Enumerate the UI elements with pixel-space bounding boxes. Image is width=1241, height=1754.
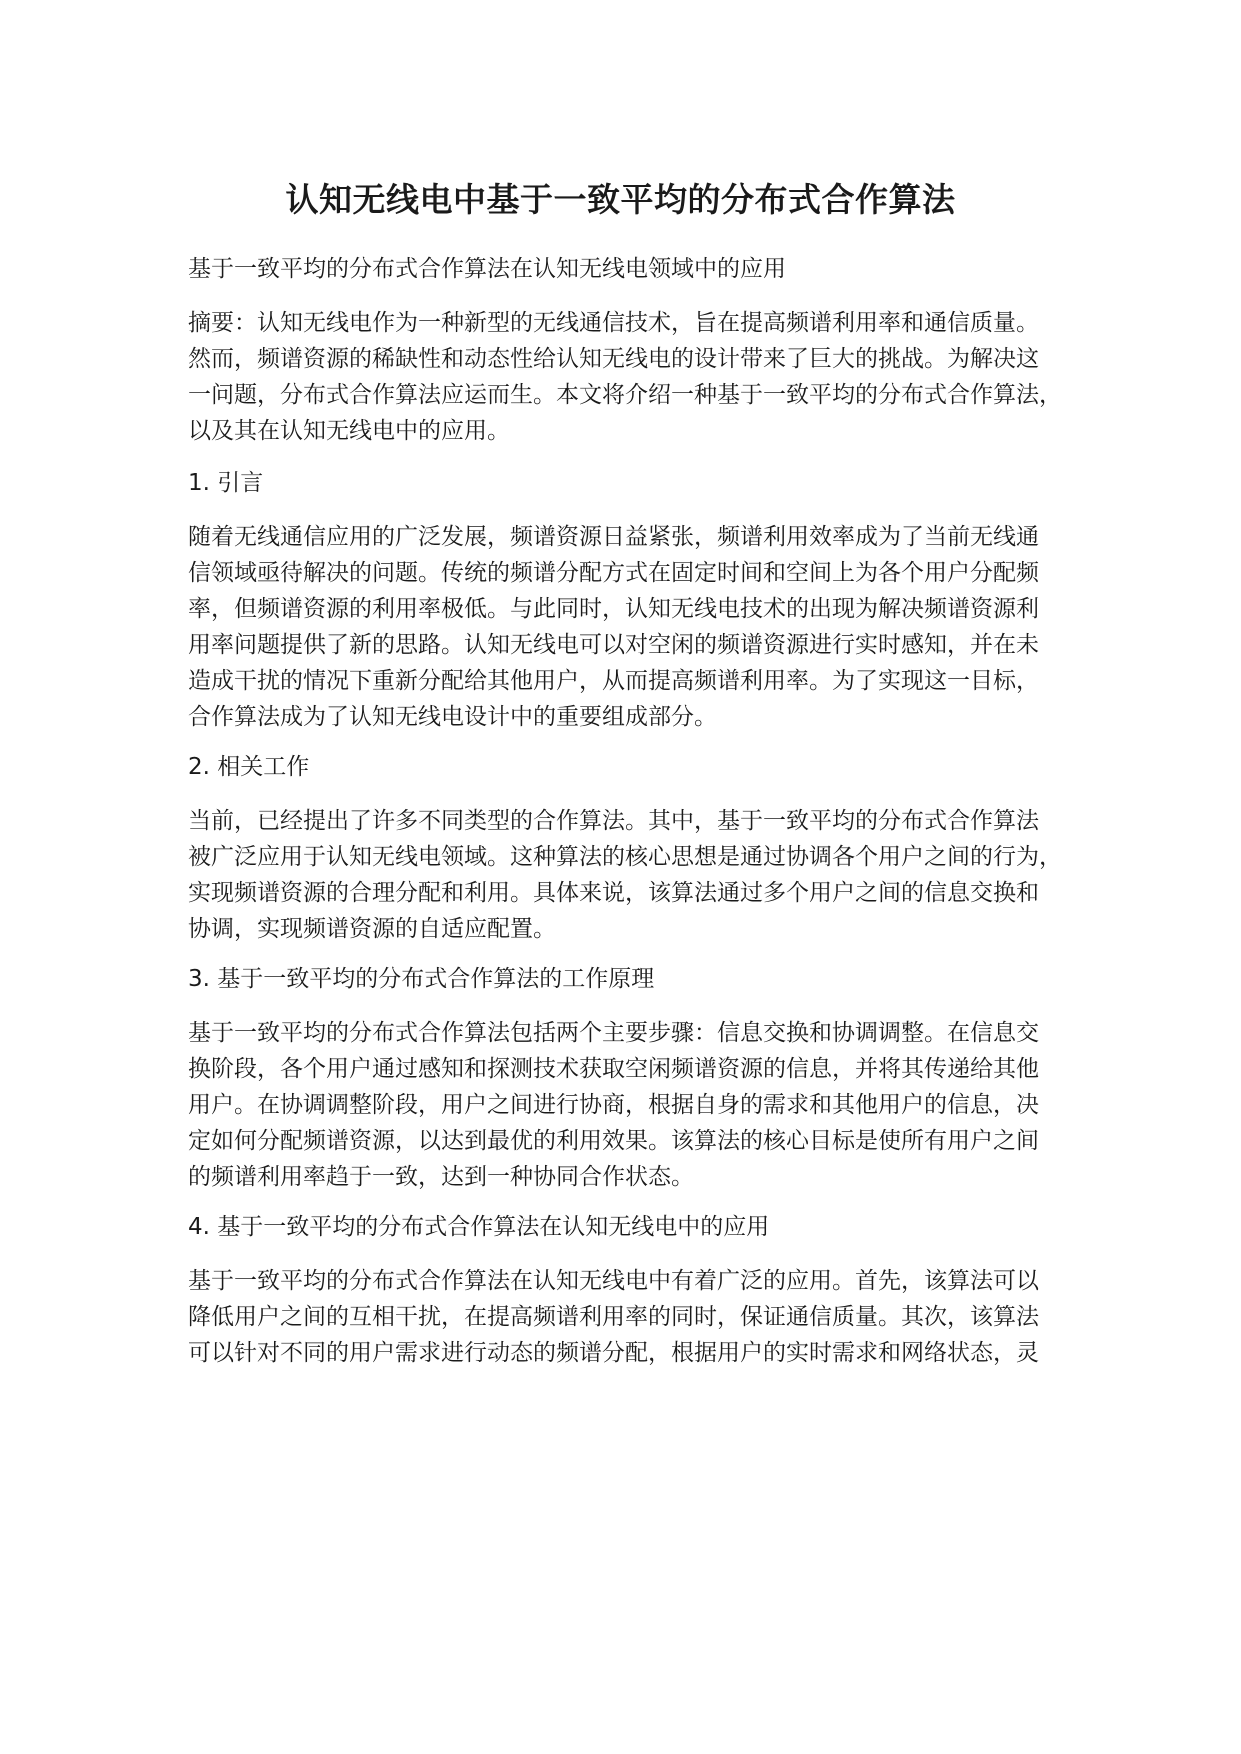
paragraph-line: 信领域亟待解决的问题。传统的频谱分配方式在固定时间和空间上为各个用户分配频 xyxy=(188,560,1039,586)
paragraph-line: 协调，实现频谱资源的自适应配置。 xyxy=(188,916,556,942)
paragraph-line: 合作算法成为了认知无线电设计中的重要组成部分。 xyxy=(188,704,717,730)
paragraph-line: 基于一致平均的分布式合作算法在认知无线电中有着广泛的应用。首先，该算法可以 xyxy=(188,1268,1039,1294)
paragraph-line: 定如何分配频谱资源，以达到最优的利用效果。该算法的核心目标是使所有用户之间 xyxy=(188,1128,1039,1154)
document-title: 认知无线电中基于一致平均的分布式合作算法 xyxy=(285,180,956,219)
paragraph-line: 降低用户之间的互相干扰，在提高频谱利用率的同时，保证通信质量。其次，该算法 xyxy=(188,1304,1039,1330)
abstract-line: 摘要：认知无线电作为一种新型的无线通信技术，旨在提高频谱利用率和通信质量。 xyxy=(188,310,1039,336)
paragraph-line: 率，但频谱资源的利用率极低。与此同时，认知无线电技术的出现为解决频谱资源利 xyxy=(188,596,1039,622)
paragraph-line: 实现频谱资源的合理分配和利用。具体来说，该算法通过多个用户之间的信息交换和 xyxy=(188,880,1039,906)
paragraph-line: 被广泛应用于认知无线电领域。这种算法的核心思想是通过协调各个用户之间的行为， xyxy=(188,844,1062,870)
section-heading: 4. 基于一致平均的分布式合作算法在认知无线电中的应用 xyxy=(188,1214,770,1240)
abstract-line: 以及其在认知无线电中的应用。 xyxy=(188,418,510,444)
paragraph-line: 造成干扰的情况下重新分配给其他用户，从而提高频谱利用率。为了实现这一目标， xyxy=(188,668,1039,694)
paragraph-line: 的频谱利用率趋于一致，达到一种协同合作状态。 xyxy=(188,1164,694,1190)
abstract-line: 一问题，分布式合作算法应运而生。本文将介绍一种基于一致平均的分布式合作算法， xyxy=(188,382,1062,408)
paragraph-line: 随着无线通信应用的广泛发展，频谱资源日益紧张，频谱利用效率成为了当前无线通 xyxy=(188,524,1039,550)
paragraph-line: 换阶段，各个用户通过感知和探测技术获取空闲频谱资源的信息，并将其传递给其他 xyxy=(188,1056,1039,1082)
paragraph-line: 用户。在协调调整阶段，用户之间进行协商，根据自身的需求和其他用户的信息，决 xyxy=(188,1092,1039,1118)
paragraph-line: 用率问题提供了新的思路。认知无线电可以对空闲的频谱资源进行实时感知，并在未 xyxy=(188,632,1039,658)
section-heading: 2. 相关工作 xyxy=(188,754,310,780)
document-subtitle: 基于一致平均的分布式合作算法在认知无线电领域中的应用 xyxy=(188,256,786,282)
section-heading: 3. 基于一致平均的分布式合作算法的工作原理 xyxy=(188,966,655,992)
abstract-line: 然而，频谱资源的稀缺性和动态性给认知无线电的设计带来了巨大的挑战。为解决这 xyxy=(188,346,1039,372)
paragraph-line: 基于一致平均的分布式合作算法包括两个主要步骤：信息交换和协调调整。在信息交 xyxy=(188,1020,1039,1046)
paragraph-line: 可以针对不同的用户需求进行动态的频谱分配，根据用户的实时需求和网络状态，灵 xyxy=(188,1340,1039,1366)
section-heading: 1. 引言 xyxy=(188,470,264,496)
paragraph-line: 当前，已经提出了许多不同类型的合作算法。其中，基于一致平均的分布式合作算法 xyxy=(188,808,1039,834)
